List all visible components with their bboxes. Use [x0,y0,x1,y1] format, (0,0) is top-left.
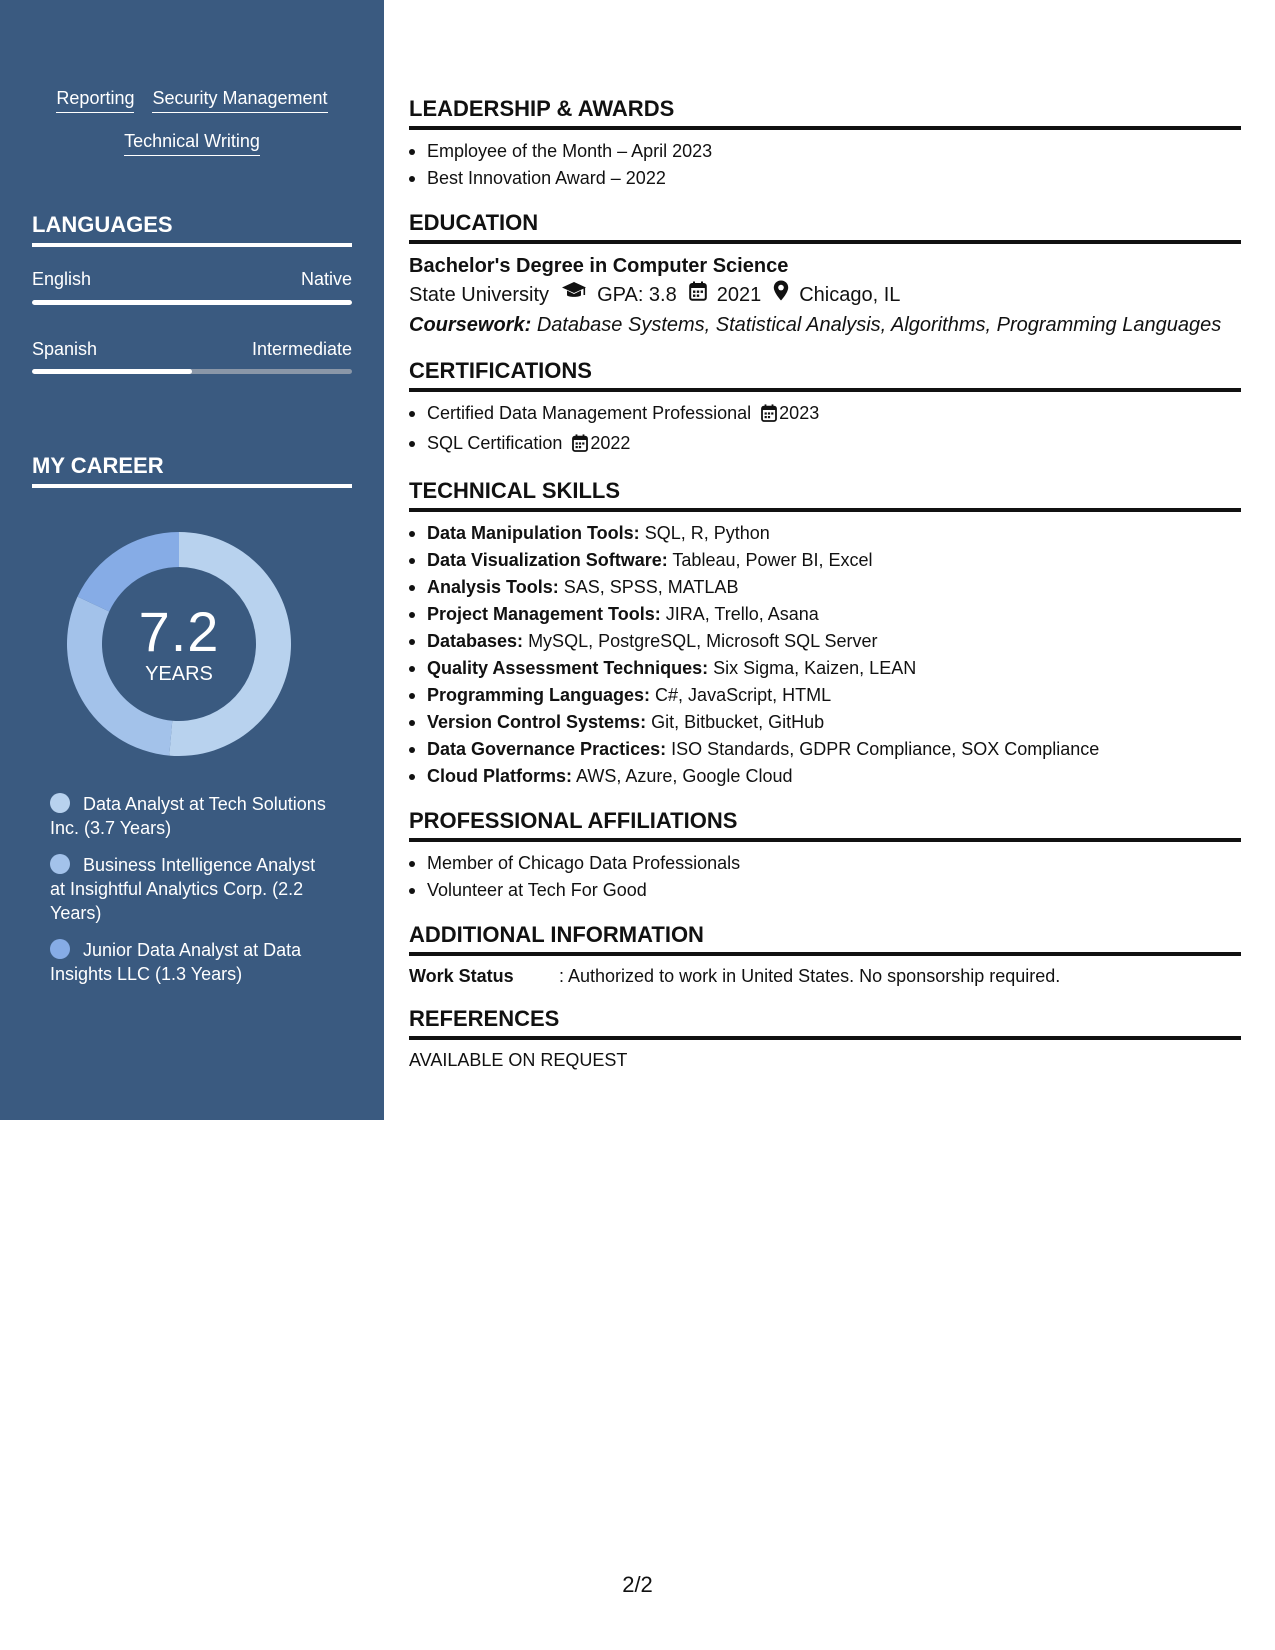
technical-skills-section [409,478,1241,790]
career-legend-label: Junior Data Analyst at Data Insights LLC (1.3 Years) [50,940,302,984]
list-item [409,655,1241,682]
list-item: Volunteer at Tech For Good [409,877,1241,904]
main-content [409,96,1241,1090]
location-pin-icon [773,280,789,310]
coursework-value: Database Systems, Statistical Analysis, Algorithms, Programming Languages [536,314,1222,336]
skill-tag[interactable]: Security Management [152,86,327,113]
skill-value: JIRA, Trello, Asana [665,604,819,624]
section-title: TECHNICAL SKILLS [409,478,1241,512]
list-item: Employee of the Month – April 2023 [409,138,1241,165]
list-item [409,547,1241,574]
section-title: ADDITIONAL INFORMATION [409,922,1241,956]
education-year: 2021 [716,284,762,306]
career-donut-center [66,531,292,757]
skill-label: Data Visualization Software: [427,550,668,570]
skill-label: Project Management Tools: [427,604,661,624]
list-item [409,400,1241,430]
skill-tag[interactable]: Technical Writing [124,129,260,156]
skill-label: Cloud Platforms: [427,766,573,786]
work-status-label: Work Status [409,966,514,986]
skill-tag[interactable]: Reporting [56,86,134,113]
language-level: Intermediate [251,339,352,359]
career-legend-item [50,792,330,840]
section-title: REFERENCES [409,1006,1241,1040]
list-item: Member of Chicago Data Professionals [409,850,1241,877]
affiliations-list [409,850,1241,904]
skill-value: AWS, Azure, Google Cloud [576,766,793,786]
career-donut-chart [66,531,292,757]
career-legend-item [50,938,330,986]
list-item [409,709,1241,736]
calendar-icon [572,433,588,460]
skill-value: Six Sigma, Kaizen, LEAN [713,658,917,678]
skill-value: ISO Standards, GDPR Compliance, SOX Compliance [671,739,1100,759]
language-level: Native [300,269,352,289]
legend-dot-icon [50,854,70,874]
language-row [32,338,352,360]
list-item [409,736,1241,763]
list-item [409,574,1241,601]
skill-label: Databases: [427,631,524,651]
skill-label: Version Control Systems: [427,712,647,732]
list-item [409,430,1241,460]
certification-name: Certified Data Management Professional [427,403,752,423]
education-school: State University [409,284,550,306]
career-legend-item [50,853,330,925]
work-status-value: : Authorized to work in United States. No sponsorship required. [559,966,1061,986]
skill-label: Quality Assessment Techniques: [427,658,709,678]
skill-value: SQL, R, Python [644,523,770,543]
skill-label: Programming Languages: [427,685,651,705]
career-years-unit: YEARS [145,663,213,685]
list-item [409,520,1241,547]
section-title: CERTIFICATIONS [409,358,1241,392]
technical-skills-list [409,520,1241,790]
references-text: AVAILABLE ON REQUEST [409,1050,628,1070]
education-coursework [409,310,1241,340]
education-section [409,210,1241,340]
education-location: Chicago, IL [799,284,901,306]
skill-value: Tableau, Power BI, Excel [672,550,873,570]
list-item [409,682,1241,709]
certification-year: 2023 [779,403,820,423]
skill-value: C#, JavaScript, HTML [655,685,832,705]
list-item: Best Innovation Award – 2022 [409,165,1241,192]
page-number: 2/2 [622,1572,653,1597]
skill-tags [32,86,352,156]
legend-dot-icon [50,793,70,813]
calendar-icon [689,280,707,310]
language-proficiency-fill [32,300,352,305]
education-degree: Bachelor's Degree in Computer Science [409,255,789,277]
career-legend-label: Data Analyst at Tech Solutions Inc. (3.7 Years) [50,794,326,838]
language-name: Spanish [32,339,98,359]
education-gpa: GPA: 3.8 [597,284,677,306]
skill-label: Data Manipulation Tools: [427,523,640,543]
language-name: English [32,269,92,289]
calendar-icon [761,403,777,430]
languages-heading: LANGUAGES [32,212,352,247]
sidebar [0,0,384,1120]
leadership-list [409,138,1241,192]
section-title: EDUCATION [409,210,1241,244]
career-legend-label: Business Intelligence Analyst at Insightful Analytics Corp. (2.2 Years) [50,855,316,923]
graduation-cap-icon [561,280,587,310]
list-item [409,601,1241,628]
career-heading: MY CAREER [32,453,352,488]
coursework-label: Coursework: [409,314,532,336]
career-total-years: 7.2 [138,600,220,663]
certifications-list [409,400,1241,460]
list-item [409,628,1241,655]
skill-value: Git, Bitbucket, GitHub [651,712,825,732]
career-legend [50,792,330,999]
education-details [409,280,1241,310]
list-item [409,763,1241,790]
skill-label: Analysis Tools: [427,577,559,597]
references-section [409,1006,1241,1072]
leadership-section [409,96,1241,192]
additional-info-section [409,922,1241,988]
language-row [32,268,352,290]
work-status-row [409,964,1241,988]
section-title: LEADERSHIP & AWARDS [409,96,1241,130]
section-title: PROFESSIONAL AFFILIATIONS [409,808,1241,842]
certification-name: SQL Certification [427,433,563,453]
certification-year: 2022 [590,433,631,453]
skill-value: SAS, SPSS, MATLAB [563,577,739,597]
language-proficiency-bar [32,369,352,374]
skill-label: Data Governance Practices: [427,739,667,759]
skill-value: MySQL, PostgreSQL, Microsoft SQL Server [528,631,878,651]
legend-dot-icon [50,939,70,959]
affiliations-section [409,808,1241,904]
language-proficiency-fill [32,369,192,374]
language-proficiency-bar [32,300,352,305]
certifications-section [409,358,1241,460]
